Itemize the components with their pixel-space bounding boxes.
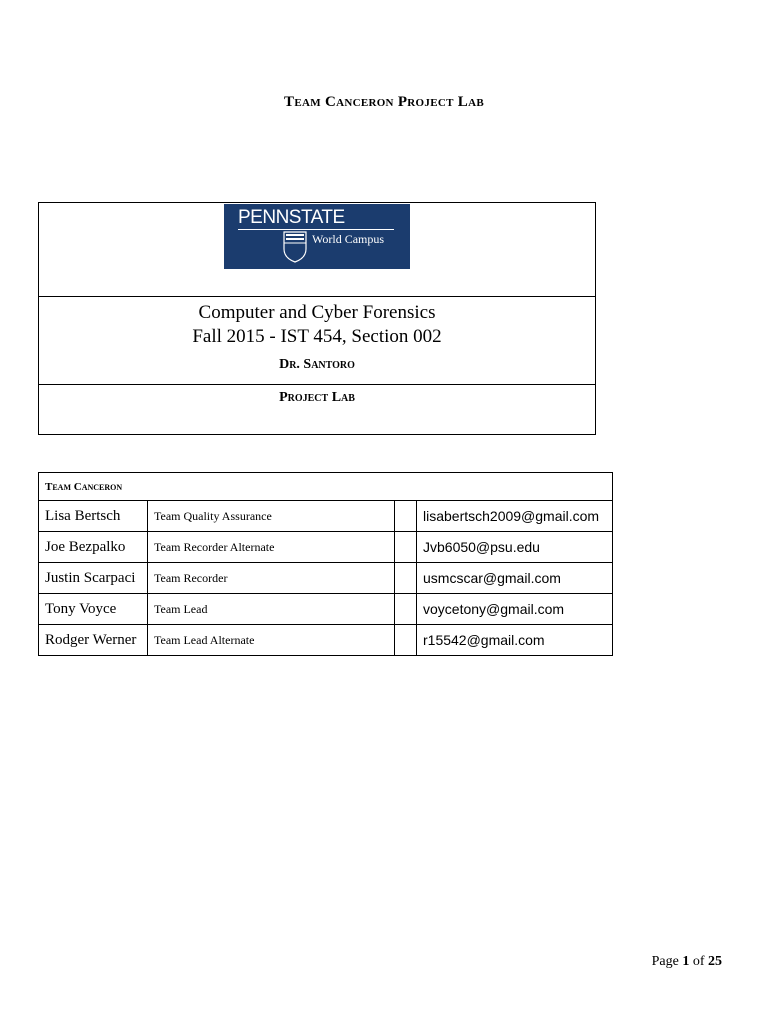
member-name: Lisa Bertsch [39,501,148,532]
page-prefix: Page [651,954,679,969]
logo-row [39,203,595,297]
lab-label: Project Lab [279,390,355,405]
spacer-cell [395,563,417,594]
member-role: Team Recorder [148,563,395,594]
lab-row [39,386,595,434]
spacer-cell [395,594,417,625]
table-row [39,501,613,532]
logo-brand: PENNSTATE [238,207,345,228]
member-email: Jvb6050@psu.edu [417,532,613,563]
page-current: 1 [682,954,690,969]
table-row [39,594,613,625]
member-name: Justin Scarpaci [39,563,148,594]
member-email: usmcscar@gmail.com [417,563,613,594]
shield-icon [282,231,308,263]
member-role: Team Lead [148,594,395,625]
course-section: Fall 2015 - IST 454, Section 002 [192,326,442,347]
course-title: Computer and Cyber Forensics [198,302,436,323]
cover-box [38,202,596,435]
page-number [652,954,722,970]
spacer-cell [395,625,417,656]
logo-rule [238,229,394,230]
spacer-cell [395,501,417,532]
member-email: lisabertsch2009@gmail.com [417,501,613,532]
member-email: voycetony@gmail.com [417,594,613,625]
team-header: Team Canceron [39,473,613,501]
team-header-row [39,473,613,501]
member-name: Rodger Werner [39,625,148,656]
member-role: Team Recorder Alternate [148,532,395,563]
professor-name: Dr. Santoro [279,357,355,372]
logo-subtitle: World Campus [312,232,385,246]
document-title: Team Canceron Project Lab [284,94,484,110]
member-email: r15542@gmail.com [417,625,613,656]
member-name: Tony Voyce [39,594,148,625]
spacer-cell [395,532,417,563]
table-row [39,532,613,563]
pennstate-logo [224,204,410,269]
member-role: Team Lead Alternate [148,625,395,656]
member-name: Joe Bezpalko [39,532,148,563]
page-total: 25 [708,954,722,969]
team-table [38,472,613,656]
table-row [39,563,613,594]
table-row [39,625,613,656]
page-of: of [692,954,705,969]
member-role: Team Quality Assurance [148,501,395,532]
course-row [39,297,595,385]
